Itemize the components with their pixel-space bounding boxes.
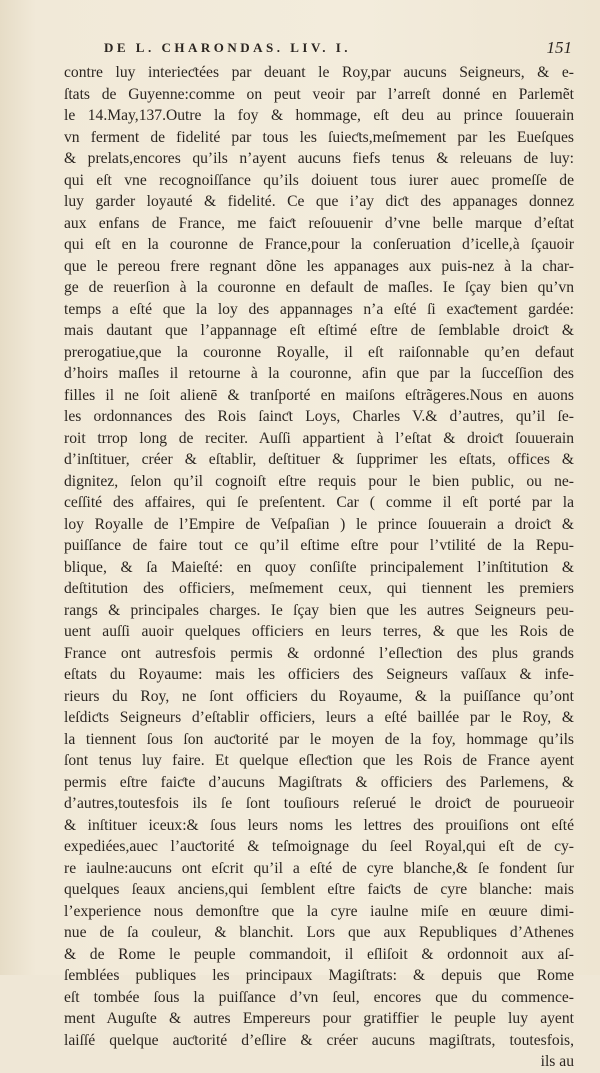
text-line: luy garder loyauté & fidelité. Ce que i’ay diƈt des appanages donnez xyxy=(64,193,574,210)
text-line: permis eſtre faiƈte d’aucuns Magiſtrats & officiers des Parlemens, & xyxy=(64,773,574,791)
text-line: d’hoirs maſles il retourne à la couronne, afin que par la ſucceſſion des xyxy=(64,365,574,382)
text-line: ſemblées publiques les principaux Magiſtrats: & depuis que Rome xyxy=(64,967,574,984)
text-line: eſtats du Royaume: mais les officiers des Seigneurs vaſſaux & infe- xyxy=(64,666,574,683)
text-line: & inſtituer iceux:& ſous leurs noms les lettres des prouiſions ont eſté xyxy=(64,816,574,834)
text-line: la tiennent ſous ſon auƈtorité par le moyen de la foy, hommage qu’ils xyxy=(64,730,574,748)
page-header xyxy=(104,40,578,60)
text-line: ſtats de Guyenne:comme on peut veoir par l’arreſt donné en Parlemẽt xyxy=(64,85,574,103)
text-line: expediées,auec l’auƈtorité & teſmoignage du ſeel Royal,qui eſt de cy- xyxy=(64,838,574,855)
text-line: ceſſité des affaires, qui ſe preſentent. Car ( comme il eſt porté par la xyxy=(64,494,574,511)
text-line: quelques ſeaux anciens,qui ſemblent eſtre faiƈts de cyre blanche: mais xyxy=(64,881,574,898)
body-text xyxy=(64,62,574,1073)
text-line: le 14.May,137.Outre la foy & hommage, eſt deu au prince ſouuerain xyxy=(64,107,574,124)
text-line: roit trrop long de reciter. Auſſi appartient à l’eſtat & droiƈt ſouuerain xyxy=(64,429,574,447)
text-line: qui eſt vne recognoiſſance qu’ils doiuent tous iurer auec promeſſe de xyxy=(64,171,574,189)
text-line: rieurs du Roy, ne ſont officiers du Royaume, & la puiſſance qu’ont xyxy=(64,687,574,705)
text-line: que le pereou frere regnant dõne les appanages aux puis-nez à la char- xyxy=(64,257,574,275)
text-line: blique, & ſa Maieſté: en quoy conſiſte principalement l’inſtitution & xyxy=(64,558,574,576)
text-line: ils au xyxy=(540,1053,574,1070)
text-line: France ont autresfois permis & ordonné l’eſleƈtion des plus grands xyxy=(64,644,574,662)
text-line: re iaulne:aucuns ont eſcrit qu’il a eſté de cyre blanche,& ſe fondent ſur xyxy=(64,859,574,877)
page-number: 151 xyxy=(546,38,572,57)
running-head: DE L. CHARONDAS. LIV. I. xyxy=(104,40,352,55)
text-line: ge de reuerſion à la couronne en default de maſles. Ie ſçay bien qu’vn xyxy=(64,279,574,296)
text-line: dignitez, ſelon qu’il cognoiſt eſtre requis pour le bien public, ou ne- xyxy=(64,472,574,490)
text-line: mais dautant que l’appannage eſt eſtimé eſtre de ſemblable droiƈt & xyxy=(64,322,574,339)
text-line: qui eſt en la couronne de France,pour la conſeruation d’icelle,à ſçauoir xyxy=(64,236,574,253)
text-line: rangs & principales charges. Ie ſçay bien que les autres Seigneurs peu- xyxy=(64,601,574,619)
text-line: uent auſſi auoir quelques officiers en leurs terres, & que les Rois de xyxy=(64,623,574,640)
text-line: puiſſance de faire tout ce qu’il eſtime eſtre pour l’vtilité de la Repu- xyxy=(64,537,574,554)
text-line: vn ferment de fidelité par tous les ſuieƈts,meſmement par les Eueſques xyxy=(64,128,574,146)
text-line: ment Auguſte & autres Empereurs pour gratiffier le peuple luy ayent xyxy=(64,1010,574,1027)
text-line: d’autres,toutesfois ils ſe ſont touſiours reſerué le droiƈt de pourueoir xyxy=(64,795,574,812)
text-line: & prelats,encores qu’ils n’ayent aucuns fiefs tenus & releuans de luy: xyxy=(64,150,574,167)
text-line: ſont tenus luy faire. Et quelque eſleƈtion que les Rois de France ayent xyxy=(64,752,574,769)
text-line: l’experience nous demonſtre que la cyre iaulne miſe en œuure dimi- xyxy=(64,902,574,920)
text-line: contre luy interieƈtées par deuant le Roy,par aucuns Seigneurs, & e- xyxy=(64,64,574,81)
text-line: temps a eſté que la loy des appannages n’a eſté ſi exaƈtement gardée: xyxy=(64,300,574,318)
text-line: laiſſé quelque auƈtorité d’eſlire & créer aucuns magiſtrats, toutesfois, xyxy=(64,1031,574,1049)
text-line: & de Rome le peuple commandoit, il eſliſoit & ordonnoit aux aſ- xyxy=(64,945,574,963)
text-line: aux enfans de France, me faiƈt reſouuenir d’vne belle marque d’eſtat xyxy=(64,214,574,232)
text-line: les ordonnances des Rois ſainƈt Loys, Charles V.& d’autres, qu’il ſe- xyxy=(64,408,574,425)
text-line: filles il ne ſoit alienē & tranſporté en maiſons eſtrãgeres.Nous en auons xyxy=(64,386,574,404)
text-line: loy Royalle de l’Empire de Veſpaſian ) le prince ſouuerain a droiƈt & xyxy=(64,515,574,533)
text-line: nue de ſa couleur, & blanchit. Lors que aux Republiques d’Athenes xyxy=(64,924,574,941)
text-line: eſt tombée ſous la puiſſance d’vn ſeul, encores que du commence- xyxy=(64,988,574,1006)
text-line: deſtitution des officiers, meſmement ceux, qui tiennent les premiers xyxy=(64,580,574,597)
text-line: prerogatiue,que la couronne Royalle, il eſt raiſonnable qu’en defaut xyxy=(64,343,574,361)
text-line: leſdiƈts Seigneurs d’eſtablir officiers, leurs a eſté baillée par le Roy, & xyxy=(64,709,574,726)
text-line: d’inſtituer, créer & eſtablir, deſtituer & ſupprimer les eſtats, offices & xyxy=(64,451,574,468)
